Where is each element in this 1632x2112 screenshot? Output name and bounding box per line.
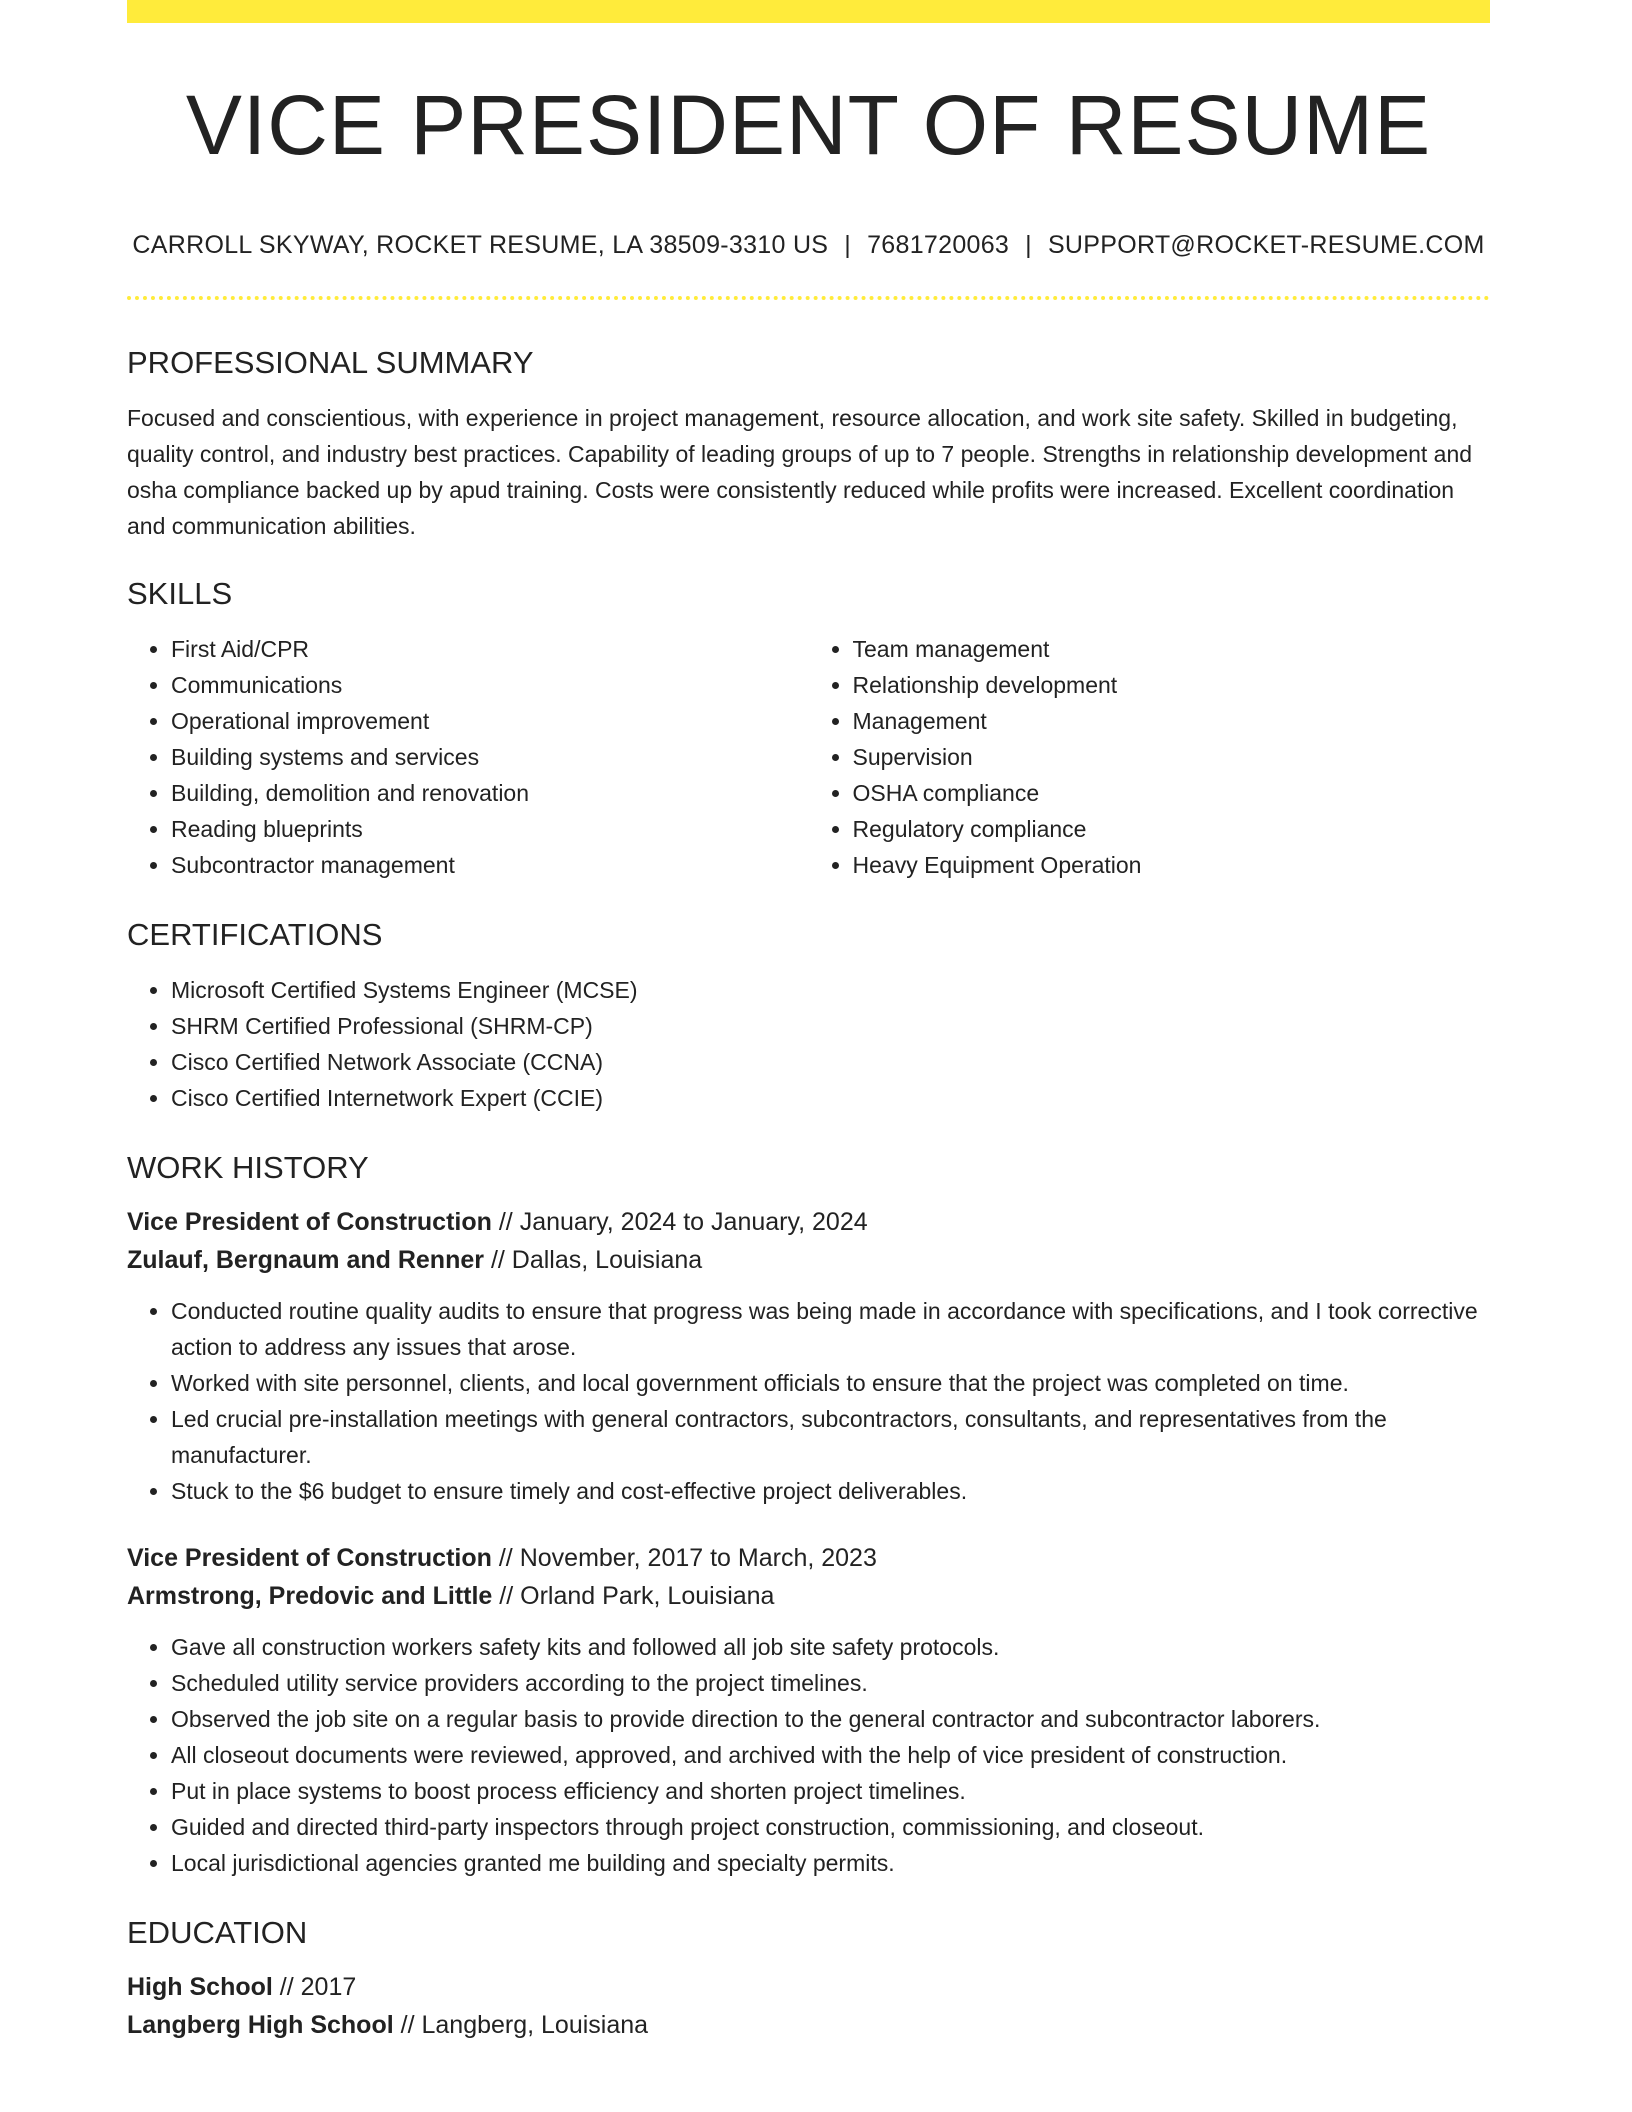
contact-address: CARROLL SKYWAY, ROCKET RESUME, LA 38509-3310 US <box>132 231 829 259</box>
job-entry <box>127 1203 1490 1509</box>
skill-item: • Supervision <box>853 739 1491 775</box>
job-separator: // <box>490 1246 505 1274</box>
job-location: Dallas, Louisiana <box>511 1246 703 1274</box>
skill-item: • Relationship development <box>853 667 1491 703</box>
contact-phone: 7681720063 <box>867 231 1010 259</box>
education-year: 2017 <box>300 1973 357 2001</box>
skills-heading: SKILLS <box>127 576 233 611</box>
skill-item: • Regulatory compliance <box>853 811 1491 847</box>
job-duty: • Conducted routine quality audits to ensure that progress was being made in accordance with specifications, and I took corrective action to address any issues that arose. <box>171 1293 1490 1365</box>
skill-item: • Reading blueprints <box>171 811 809 847</box>
skills-list-left <box>127 631 809 883</box>
job-separator: // <box>498 1544 513 1572</box>
skill-item: • Heavy Equipment Operation <box>853 847 1491 883</box>
job-duties-list <box>127 1293 1490 1509</box>
skill-item: • Subcontractor management <box>171 847 809 883</box>
certification-item: • Cisco Certified Network Associate (CCNA) <box>171 1044 1490 1080</box>
job-duty: • Observed the job site on a regular basis to provide direction to the general contractor and subcontractor laborers. <box>171 1701 1490 1737</box>
job-dates: January, 2024 to January, 2024 <box>519 1208 868 1236</box>
job-duty: • All closeout documents were reviewed, approved, and archived with the help of vice president of construction. <box>171 1737 1490 1773</box>
skill-item: • Building systems and services <box>171 739 809 775</box>
job-title-line <box>127 1539 1490 1577</box>
job-duty: • Put in place systems to boost process efficiency and shorten project timelines. <box>171 1773 1490 1809</box>
job-company-line <box>127 1241 1490 1279</box>
certification-item: • Cisco Certified Internetwork Expert (CCIE) <box>171 1080 1490 1116</box>
job-duty: • Led crucial pre-installation meetings with general contractors, subcontractors, consultants, and representatives from the manufacturer. <box>171 1401 1490 1473</box>
education-school-line <box>127 2006 1490 2044</box>
education-degree-line <box>127 1968 1490 2006</box>
job-duty: • Local jurisdictional agencies granted me building and specialty permits. <box>171 1845 1490 1881</box>
summary-heading: PROFESSIONAL SUMMARY <box>127 345 534 380</box>
job-title-line <box>127 1203 1490 1241</box>
top-accent-bar <box>127 0 1490 23</box>
work-history-heading: WORK HISTORY <box>127 1150 369 1185</box>
job-company-line <box>127 1577 1490 1615</box>
job-dates: November, 2017 to March, 2023 <box>519 1544 877 1572</box>
skill-item: • First Aid/CPR <box>171 631 809 667</box>
summary-text: Focused and conscientious, with experience in project management, resource allocation, and work site safety. Skilled in budgeting, quality control, and industry best practices. Capability of leading groups of up to 7 people. Strengths in relationship development and osha compliance backed up by apud training. Costs were consistently reduced while profits were increased. Excellent coordination and communication abilities. <box>127 405 1473 539</box>
skill-item: • Building, demolition and renovation <box>171 775 809 811</box>
job-title: Vice President of Construction <box>127 1544 492 1572</box>
education-separator: // <box>279 1973 294 2001</box>
certification-item: • SHRM Certified Professional (SHRM-CP) <box>171 1008 1490 1044</box>
contact-separator: | <box>1025 231 1032 259</box>
education-heading: EDUCATION <box>127 1915 308 1950</box>
skill-item: • Team management <box>853 631 1491 667</box>
skill-item: • OSHA compliance <box>853 775 1491 811</box>
skill-item: • Communications <box>171 667 809 703</box>
job-separator: // <box>498 1208 513 1236</box>
education-location: Langberg, Louisiana <box>421 2011 649 2039</box>
certifications-list <box>127 972 1490 1116</box>
job-duty: • Guided and directed third-party inspectors through project construction, commissioning, and closeout. <box>171 1809 1490 1845</box>
skill-item: • Operational improvement <box>171 703 809 739</box>
job-duties-list <box>127 1629 1490 1881</box>
contact-line <box>127 233 1490 258</box>
job-duty: • Scheduled utility service providers according to the project timelines. <box>171 1665 1490 1701</box>
resume-title: VICE PRESIDENT OF RESUME <box>185 78 1432 172</box>
education-degree: High School <box>127 1973 273 2001</box>
job-separator: // <box>499 1582 514 1610</box>
job-title: Vice President of Construction <box>127 1208 492 1236</box>
education-entry <box>127 1968 1490 2044</box>
job-company: Zulauf, Bergnaum and Renner <box>127 1246 484 1274</box>
job-duty: • Worked with site personnel, clients, and local government officials to ensure that the project was completed on time. <box>171 1365 1490 1401</box>
skills-grid <box>127 631 1490 883</box>
education-separator: // <box>400 2011 415 2039</box>
skill-item: • Management <box>853 703 1491 739</box>
resume-page <box>127 0 1490 2044</box>
contact-separator: | <box>844 231 852 259</box>
job-company: Armstrong, Predovic and Little <box>127 1582 493 1610</box>
certification-item: • Microsoft Certified Systems Engineer (MCSE) <box>171 972 1490 1008</box>
skills-list-right <box>809 631 1491 883</box>
certifications-heading: CERTIFICATIONS <box>127 917 383 952</box>
job-duty: • Stuck to the $6 budget to ensure timely and cost-effective project deliverables. <box>171 1473 1490 1509</box>
dotted-divider <box>127 296 1490 300</box>
job-entry <box>127 1539 1490 1881</box>
contact-email: SUPPORT@ROCKET-RESUME.COM <box>1047 231 1485 259</box>
job-duty: • Gave all construction workers safety kits and followed all job site safety protocols. <box>171 1629 1490 1665</box>
education-school: Langberg High School <box>127 2011 394 2039</box>
job-location: Orland Park, Louisiana <box>520 1582 775 1610</box>
